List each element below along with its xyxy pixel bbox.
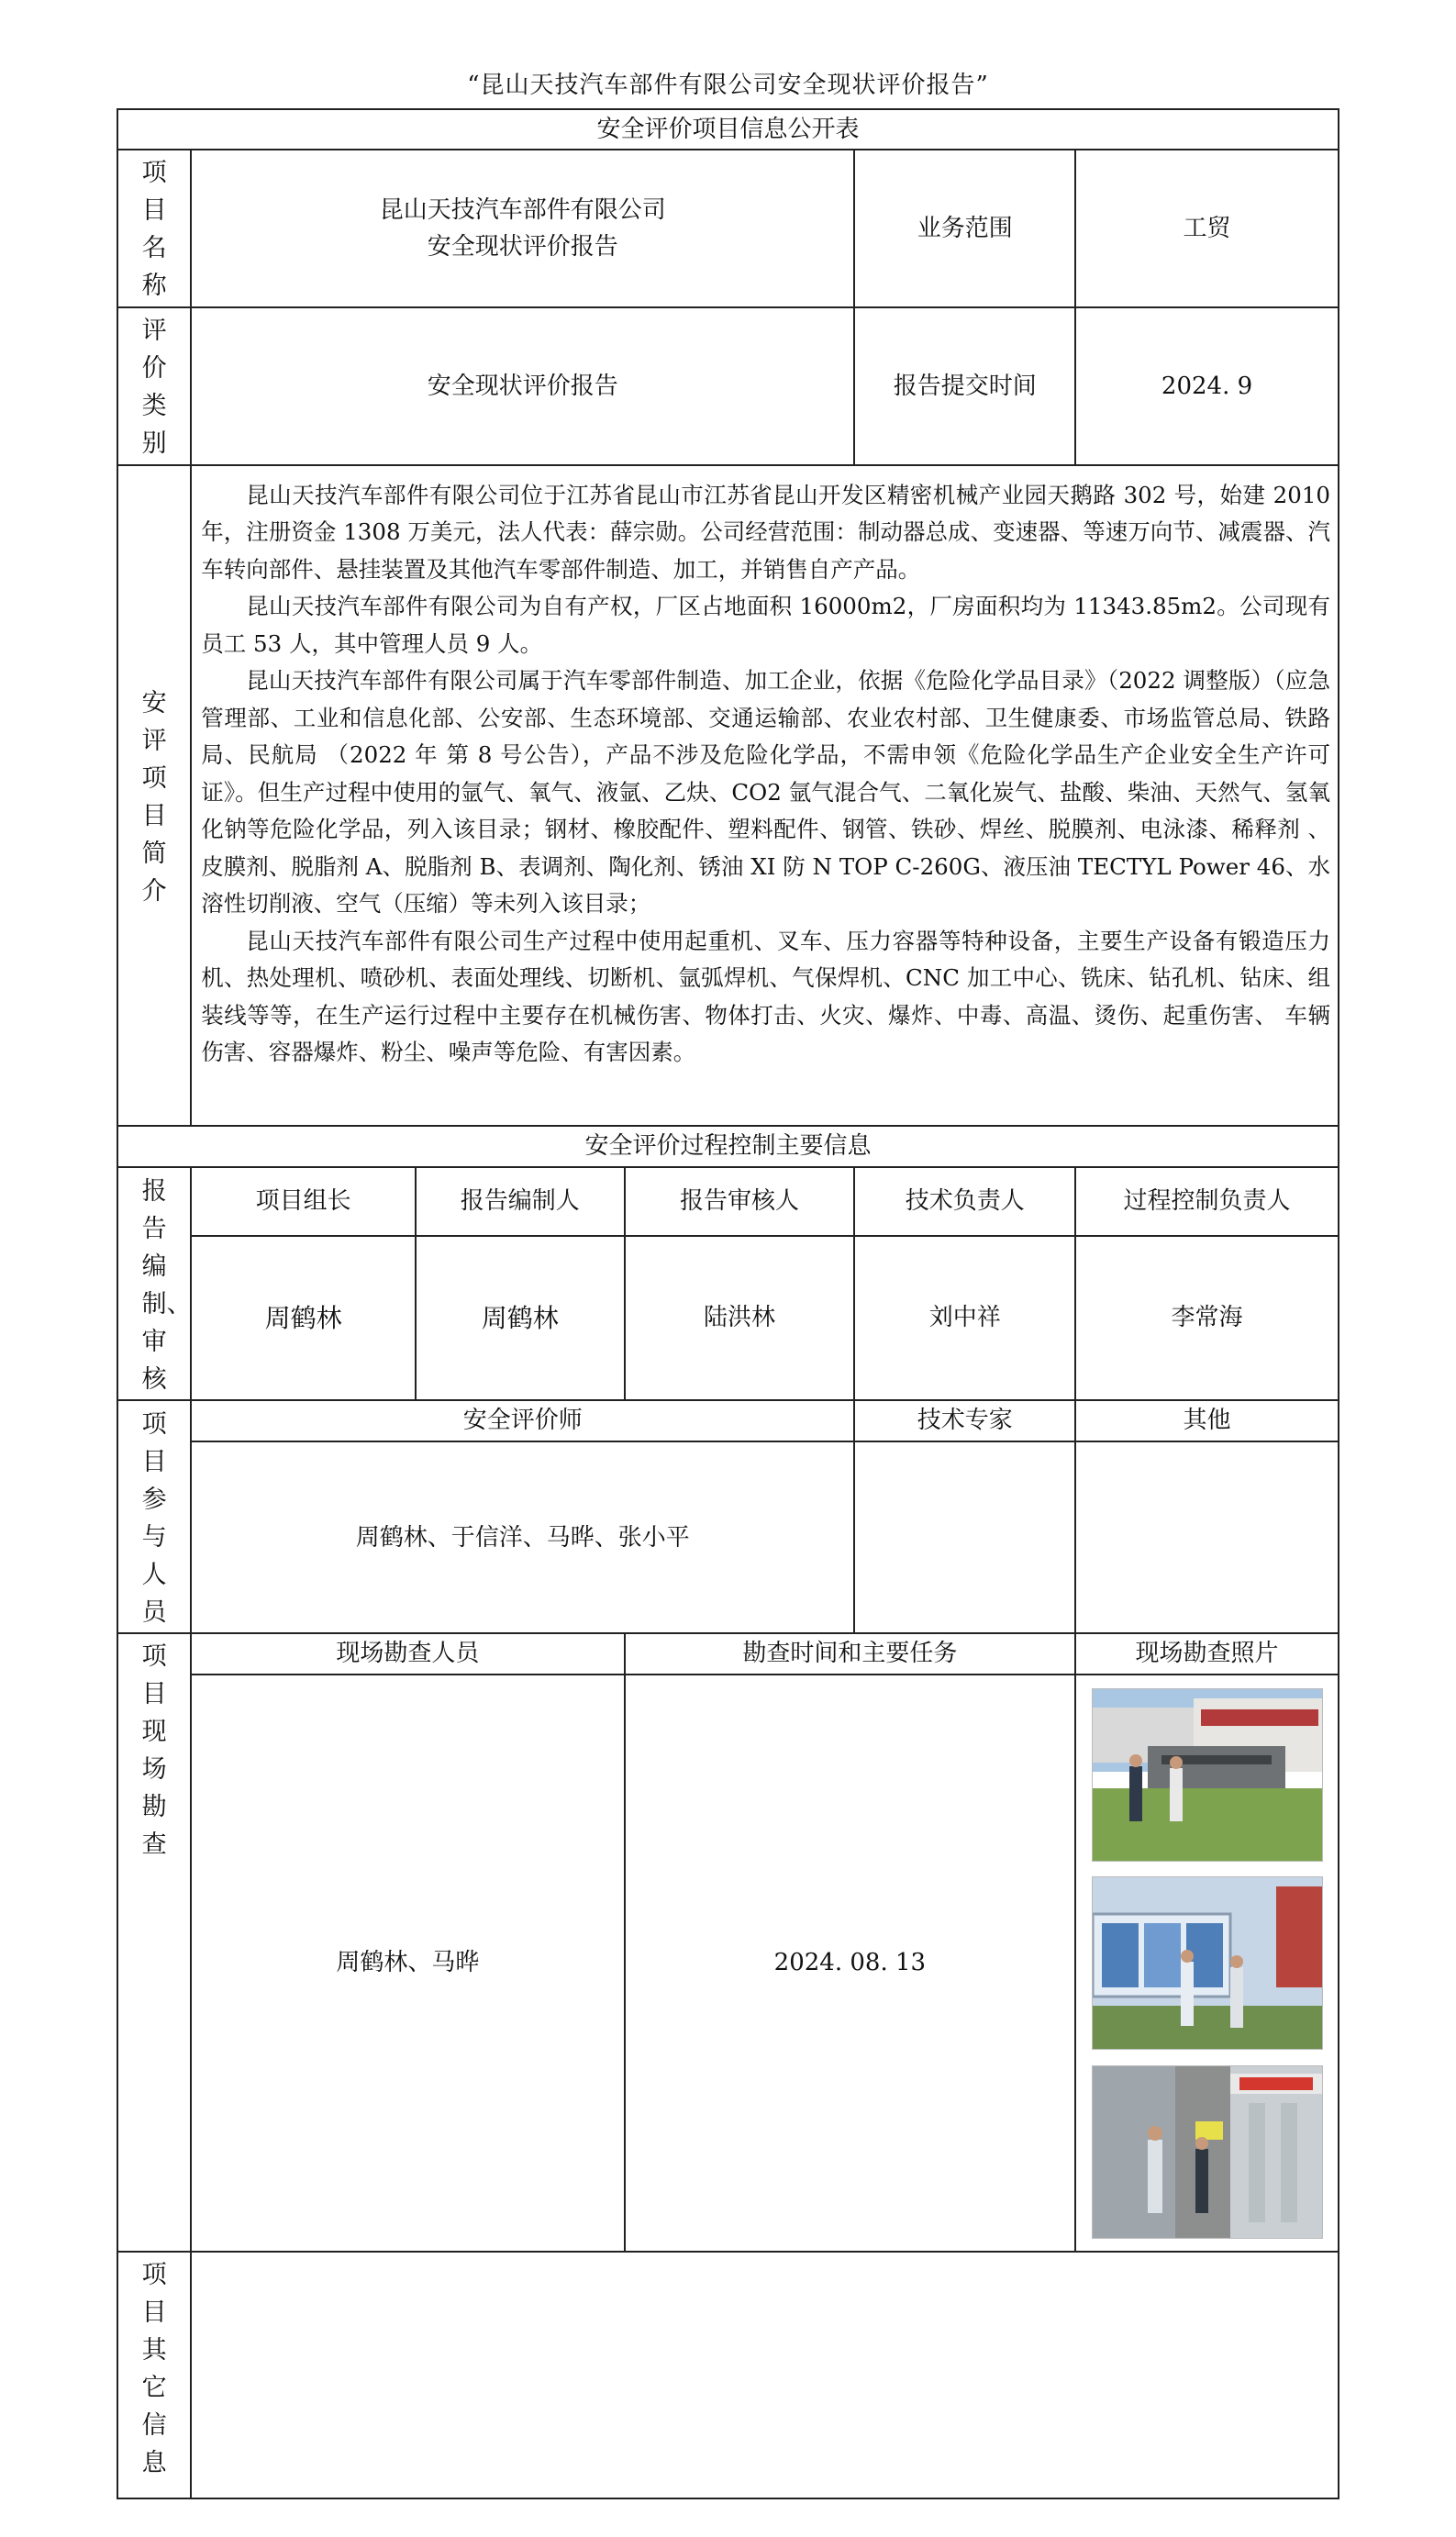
participants-label-cell (117, 1400, 191, 1633)
column-header-report-author: 报告编制人 (416, 1167, 625, 1236)
intro-paragraph: 昆山天技汽车部件有限公司生产过程中使用起重机、叉车、压力容器等特种设备，主要生产设备有锻造压力机、热处理机、喷砂机、表面处理线、切断机、氩弧焊机、气保焊机、CNC 加工中心、铣床、钻孔机、钻床、组装线等等，在生产运行过程中主要存在机械伤害、物体打击、火灾、爆炸、中毒、高温、烫伤、起重伤害、 车辆伤害、容器爆炸、粉尘、噪声等危险、有害因素。 (201, 927, 1330, 1066)
project-name-label-cell (117, 150, 191, 307)
column-header-team-leader: 项目组长 (191, 1167, 416, 1236)
column-header-report-reviewer: 报告审核人 (625, 1167, 855, 1236)
submit-time-value: 2024. 9 (1075, 307, 1339, 465)
project-name-line1: 昆山天技汽车部件有限公司 (379, 195, 666, 224)
report-label: 报告编制、审核 (141, 1176, 192, 1394)
participants-label: 项目参与人员 (141, 1410, 167, 1628)
site-survey-label: 项目现场勘查 (141, 1642, 167, 1860)
technical-lead-name: 刘中祥 (854, 1236, 1075, 1400)
site-photos-cell (1075, 1675, 1339, 2253)
expert-header: 技术专家 (854, 1400, 1075, 1441)
other-info-value (191, 2252, 1339, 2498)
eval-category-value: 安全现状评价报告 (191, 307, 854, 465)
column-header-process-control-lead: 过程控制负责人 (1075, 1167, 1339, 1236)
report-reviewer-name: 陆洪林 (625, 1236, 855, 1400)
intro-paragraph: 昆山天技汽车部件有限公司位于江苏省昆山市江苏省昆山开发区精密机械产业园天鹅路 302 号，始建 2010 年，注册资金 1308 万美元，法人代表：薛宗勋。公司经营范围：制动器总成、变速器、等速万向节、减震器、汽车转向部件、悬挂装置及其他汽车零部件制造、加工，并销售自产产品。 (201, 481, 1330, 583)
project-name-line2: 安全现状评价报告 (427, 233, 618, 261)
site-photo-bulletin-board-icon (1092, 1876, 1323, 2050)
intro-label: 安评项目简介 (141, 688, 167, 906)
document-title: “昆山天技汽车部件有限公司安全现状评价报告” (467, 72, 989, 99)
site-staff-names: 周鹤林、马晔 (191, 1675, 624, 2253)
info-table-header: 安全评价项目信息公开表 (117, 109, 1339, 150)
other-header: 其他 (1075, 1400, 1339, 1441)
other-names (1075, 1441, 1339, 1633)
business-scope-value: 工贸 (1075, 150, 1339, 307)
site-photo-gate-icon (1092, 1688, 1323, 1862)
process-control-header: 安全评价过程控制主要信息 (117, 1126, 1339, 1166)
submit-time-label: 报告提交时间 (854, 307, 1075, 465)
site-survey-time: 2024. 08. 13 (625, 1675, 1075, 2253)
eval-category-label: 评价类别 (141, 316, 167, 458)
evaluator-names: 周鹤林、于信洋、马晔、张小平 (191, 1441, 854, 1633)
project-name-label: 项目名称 (141, 159, 167, 301)
business-scope-label: 业务范围 (854, 150, 1075, 307)
eval-category-label-cell (117, 307, 191, 465)
site-time-header: 勘查时间和主要任务 (625, 1633, 1075, 1674)
process-control-lead-name: 李常海 (1075, 1236, 1339, 1400)
site-staff-header: 现场勘查人员 (191, 1633, 624, 1674)
project-name-cell (191, 150, 854, 307)
intro-paragraph: 昆山天技汽车部件有限公司属于汽车零部件制造、加工企业，依据《危险化学品目录》（2022 调整版）（应急管理部、工业和信息化部、公安部、生态环境部、交通运输部、农业农村部、卫生健康委、市场监管总局、铁路局、民航局 （2022 年 第 8 号公告），产品不涉及危险化学品，不需申领《危险化学品生产企业安全生产许可证》。但生产过程中使用的氩气、氧气、液氩、乙炔、CO2 氩气混合气、二氧化炭气、盐酸、柴油、天然气、氢氧化钠等危险化学品，列入该目录；钢材、橡胶配件、塑料配件、钢管、铁砂、焊丝、脱膜剂、电泳漆、稀释剂 、皮膜剂、脱脂剂 A、脱脂剂 B、表调剂、陶化剂、锈油 XI 防 N TOP C-260G、液压油 TECTYL Power 46、水溶性切削液、空气（压缩）等未列入该目录； (201, 667, 1330, 918)
report-label-cell (117, 1167, 191, 1400)
site-photo-gas-station-icon (1092, 2065, 1323, 2239)
site-photo-header: 现场勘查照片 (1075, 1633, 1339, 1674)
other-info-label: 项目其它信息 (141, 2261, 167, 2478)
report-author-name: 周鹤林 (416, 1236, 625, 1400)
info-table (117, 108, 1339, 2499)
intro-label-cell (117, 465, 191, 1127)
site-photo-column (1076, 1688, 1338, 2239)
info-disclosure-form (117, 108, 1339, 2499)
evaluator-header: 安全评价师 (191, 1400, 854, 1441)
expert-names (854, 1441, 1075, 1633)
intro-paragraph: 昆山天技汽车部件有限公司为自有产权，厂区占地面积 16000m2，厂房面积均为 11343.85m2。公司现有员工 53 人，其中管理人员 9 人。 (201, 593, 1330, 657)
intro-text-cell (191, 465, 1339, 1127)
site-survey-label-cell (117, 1633, 191, 2252)
team-leader-name: 周鹤林 (191, 1236, 416, 1400)
other-info-label-cell (117, 2252, 191, 2498)
column-header-technical-lead: 技术负责人 (854, 1167, 1075, 1236)
